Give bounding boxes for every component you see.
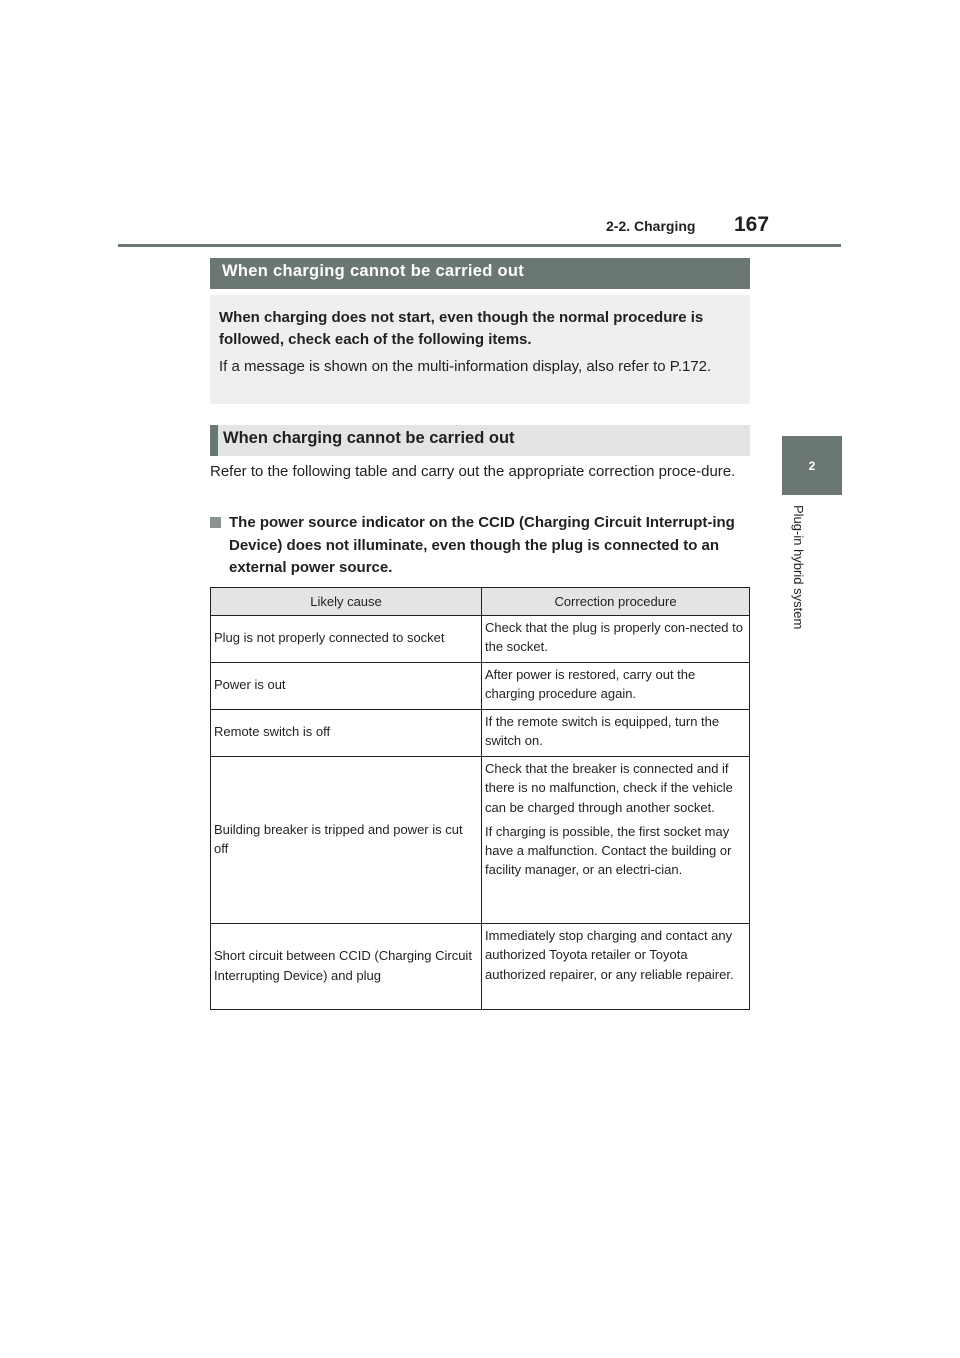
cause-cell: Remote switch is off (211, 710, 482, 757)
sub-heading: When charging cannot be carried out (210, 425, 750, 456)
body-text: Refer to the following table and carry out the appropriate correction proce-dure. (210, 463, 736, 480)
cause-cell: Building breaker is tripped and power is cut off (211, 757, 482, 924)
intro-text: If a message is shown on the multi-information display, also refer to P.172. (219, 358, 712, 375)
correction-text: Check that the plug is properly con-nected to the socket. (485, 620, 743, 655)
square-bullet-icon (210, 517, 221, 528)
chapter-tab[interactable]: 2 (782, 436, 842, 495)
chapter-title: Plug-in hybrid system (791, 505, 806, 630)
section-title: 2-2. Charging (606, 218, 696, 234)
correction-text: Immediately stop charging and contact any authorized Toyota retailer or Toyota authorized repairer, or any reliable repairer. (485, 928, 734, 982)
cause-cell: Power is out (211, 663, 482, 710)
column-header-cause: Likely cause (211, 588, 482, 616)
column-header-correction: Correction procedure (482, 588, 750, 616)
table-row (211, 757, 750, 924)
bullet-heading (210, 512, 750, 580)
table-row (211, 710, 750, 757)
table-row (211, 924, 750, 1010)
section-banner: When charging cannot be carried out (210, 258, 750, 289)
correction-cell (482, 663, 750, 710)
correction-text: After power is restored, carry out the charging procedure again. (485, 667, 696, 702)
correction-text: If the remote switch is equipped, turn the switch on. (485, 714, 720, 749)
correction-text: If charging is possible, the first socket may have a malfunction. Contact the building or facility manager, or an electri-cian. (485, 823, 732, 878)
cause-cell: Plug is not properly connected to socket (211, 616, 482, 663)
bullet-heading-text: The power source indicator on the CCID (Charging Circuit Interrupt-ing Device) does not illuminate, even though the plug is connected to an external power source. (229, 514, 735, 576)
table-row (211, 663, 750, 710)
correction-cell (482, 710, 750, 757)
intro-box (210, 295, 750, 404)
correction-cell (482, 757, 750, 924)
cause-cell: Short circuit between CCID (Charging Circuit Interrupting Device) and plug (211, 924, 482, 1010)
table-row (211, 616, 750, 663)
header-divider (118, 244, 841, 247)
cause-correction-table (210, 587, 750, 1010)
correction-cell (482, 616, 750, 663)
page-number: 167 (734, 213, 770, 236)
table-header-row (211, 588, 750, 616)
correction-text: Check that the breaker is connected and if there is no malfunction, check if the vehicle can be charged through another socket. (485, 761, 733, 815)
intro-bold-text: When charging does not start, even though the normal procedure is followed, check each of the following items. (219, 309, 704, 348)
correction-cell (482, 924, 750, 1010)
